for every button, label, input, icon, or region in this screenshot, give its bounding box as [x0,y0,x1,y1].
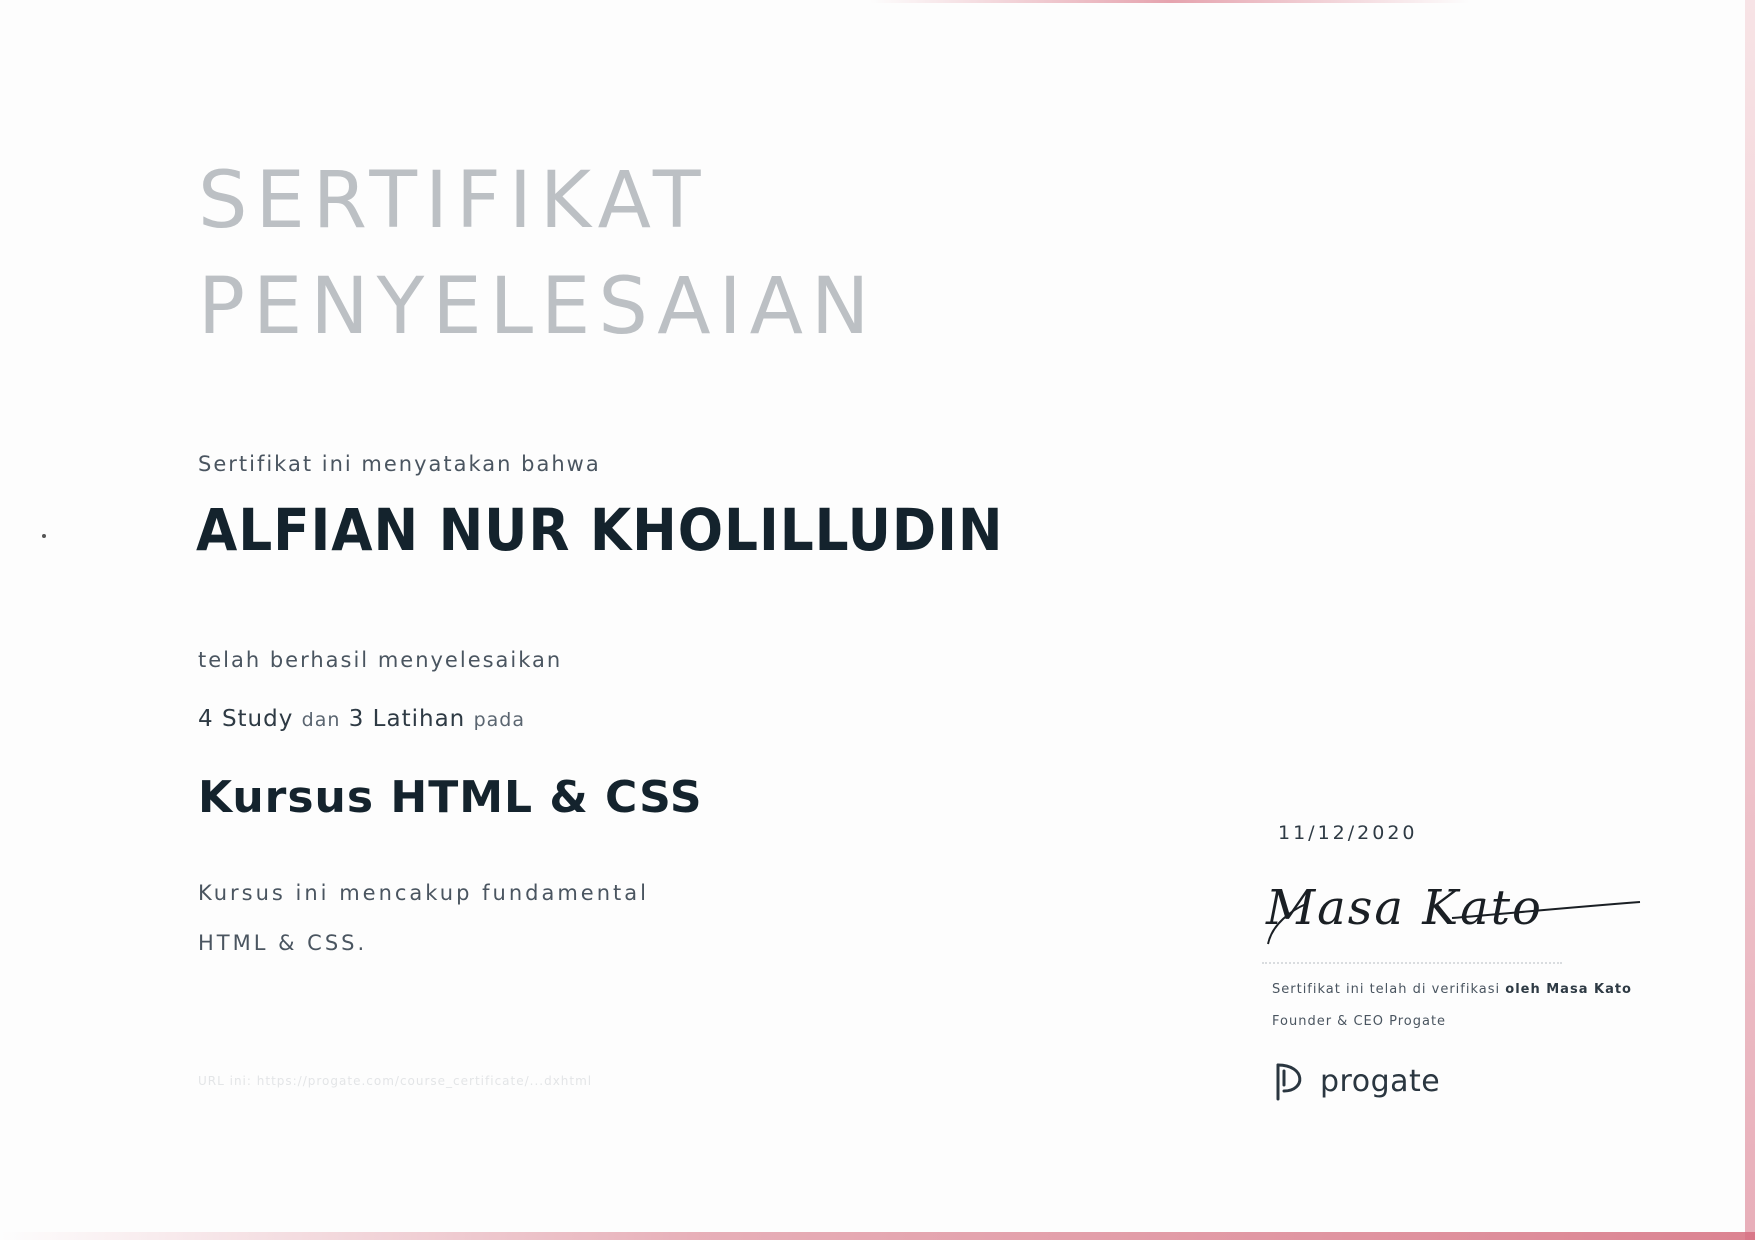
intro-text: Sertifikat ini menyatakan bahwa [198,452,601,476]
certificate-title [198,148,877,360]
paper-speck [42,534,46,538]
verification-url: URL ini: https://progate.com/course_certificate/...dxhtml [198,1074,593,1088]
study-count: 4 Study [198,706,294,732]
course-title: Kursus HTML & CSS [198,772,703,823]
recipient-name: ALFIAN NUR KHOLILLUDIN [196,496,1004,564]
signature-line [1262,962,1562,964]
exercise-count: 3 Latihan [348,706,466,732]
title-line-2: PENYELESAIAN [198,262,878,352]
bottom-edge-stain [0,1232,1755,1240]
signer-role: Founder & CEO Progate [1272,1014,1447,1029]
signature-name: Masa Kato [1266,880,1543,936]
verified-by: oleh Masa Kato [1505,982,1632,997]
completed-text: telah berhasil menyelesaikan [198,648,563,672]
verification-prefix: Sertifikat ini telah di verifikasi [1272,982,1501,997]
issue-date: 11/12/2020 [1278,822,1418,844]
course-description: Kursus ini mencakup fundamental HTML & CSS. [198,881,649,955]
signature [1262,874,1642,966]
brand-logo [1272,1058,1440,1104]
top-edge-stain [870,0,1470,3]
brand-name: progate [1320,1063,1441,1099]
course-counts [198,706,525,732]
right-edge-stain [1745,0,1755,1240]
progate-logo-icon [1272,1059,1308,1103]
preposition: pada [473,709,525,731]
conjunction: dan [301,709,341,731]
verification-text [1272,982,1632,997]
title-line-1: SERTIFIKAT [198,156,709,246]
